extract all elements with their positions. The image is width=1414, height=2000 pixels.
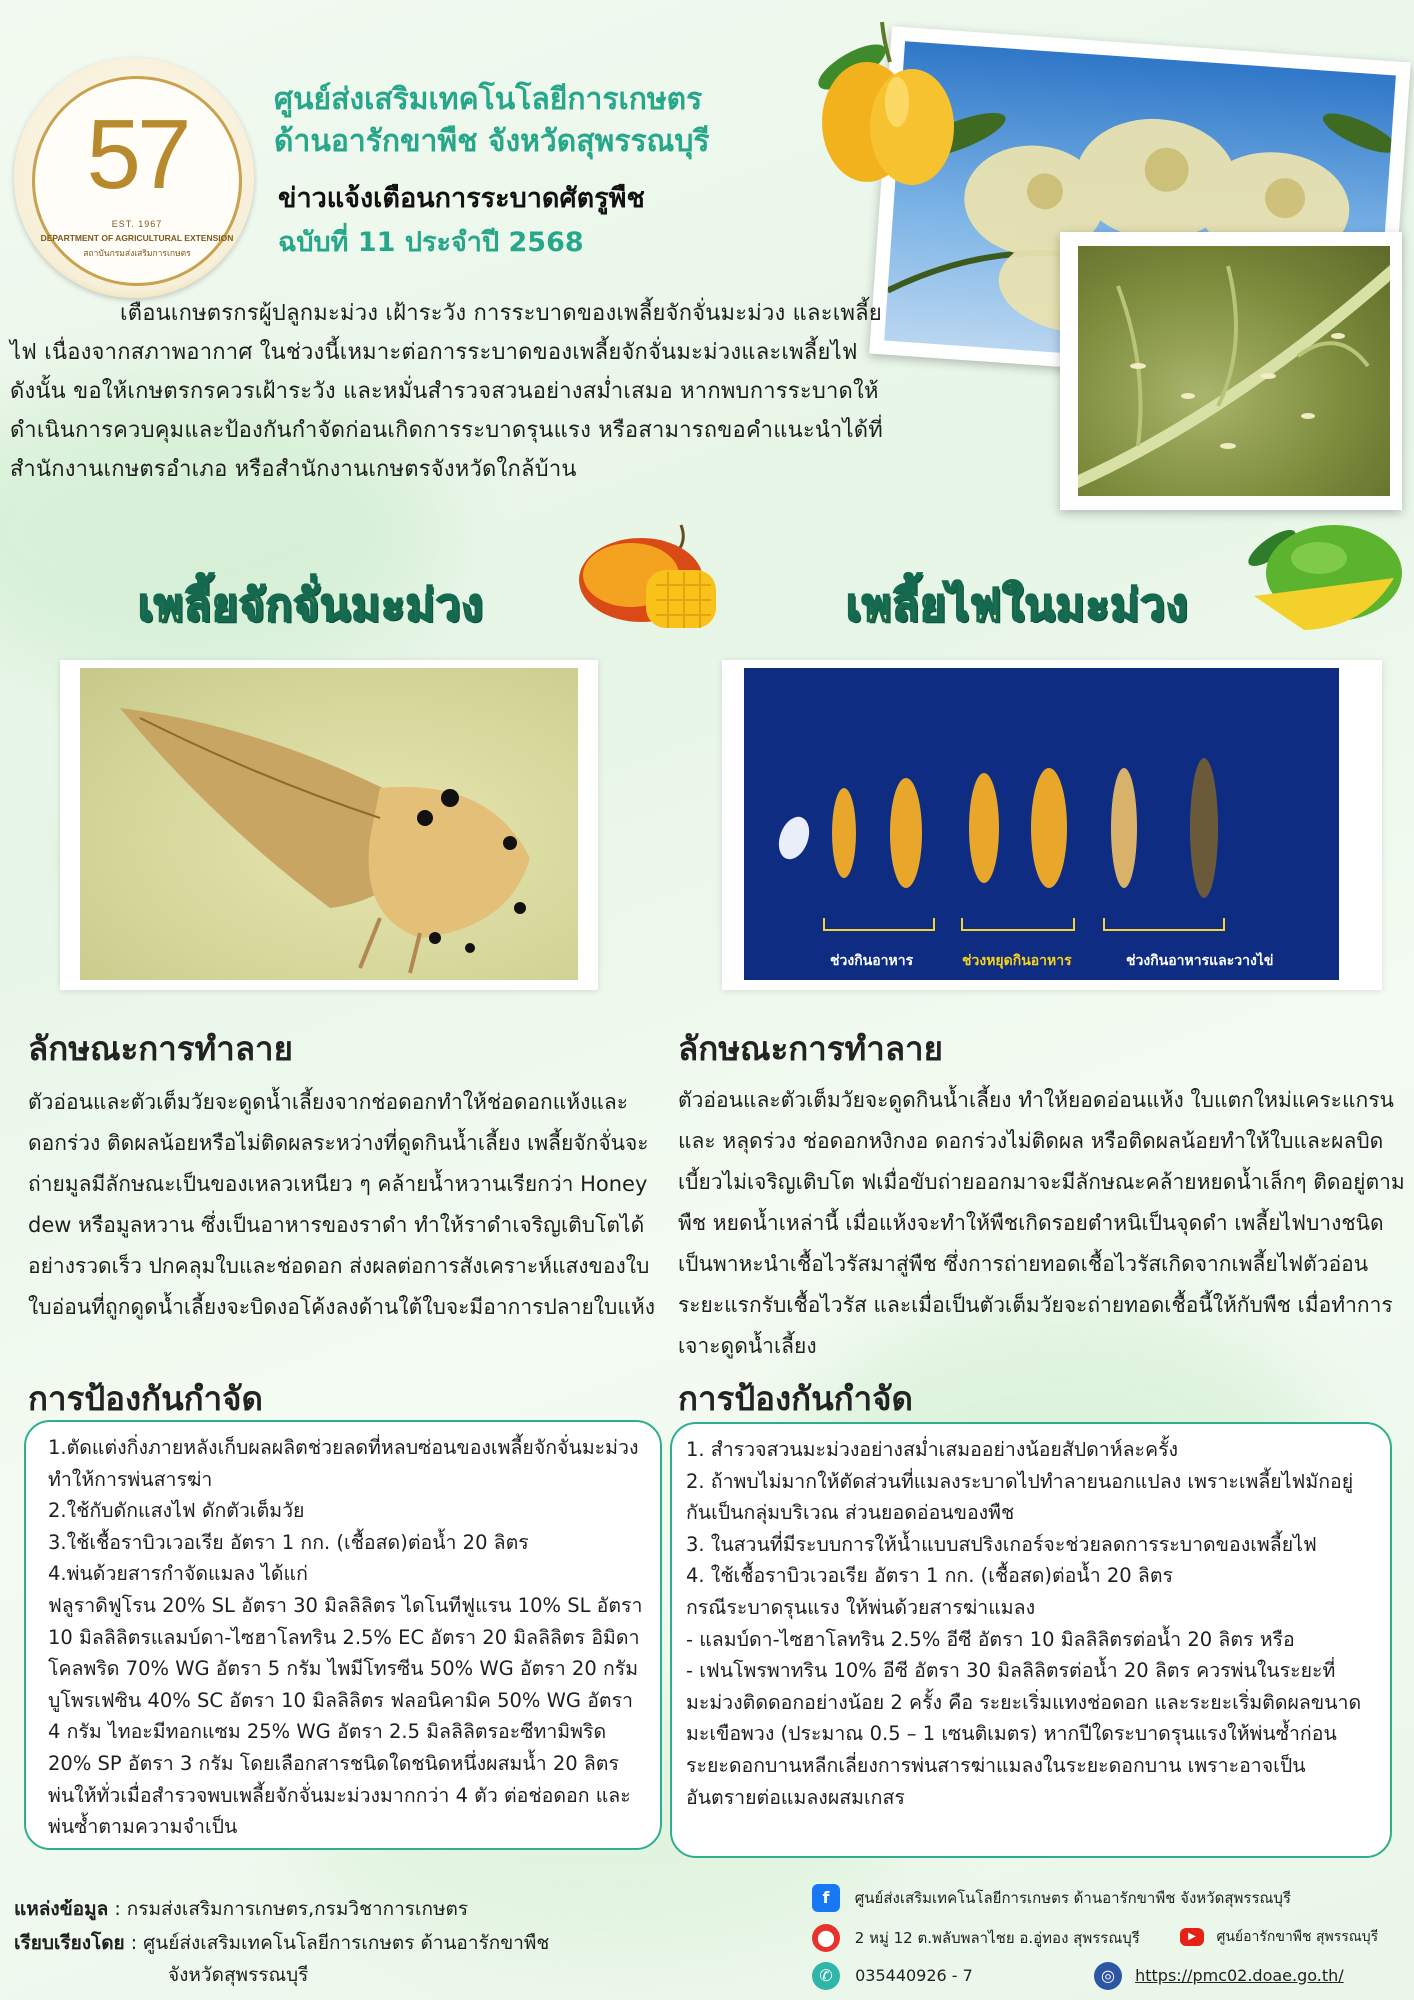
compiled-value-line2: จังหวัดสุพรรณบุรี xyxy=(168,1964,309,1986)
org-name-line1: ศูนย์ส่งเสริมเทคโนโลยีการเกษตร xyxy=(274,82,703,117)
thrips-on-leaf-photo xyxy=(1060,232,1402,510)
intro-text: เตือนเกษตรกรผู้ปลูกมะม่วง เฝ้าระวัง การระบาดของเพลี้ยจักจั่นมะม่วง และเพลี้ยไฟ เนื่องจากสภาพอากาศ ในช่วงนี้เหมาะต่อการระบาดของเพลี้ยจักจั่นมะม่วงและเพลี้ยไฟ ดังนั้น ขอให้เกษตรกรควรเฝ้าระวัง และหมั่นสำรวจสวนอย่างสม่ำเสมอ หากพบการระบาดให้ดำเนินการควบคุมและป้องกันกำจัดก่อนเกิดการระบาดรุนแรง หรือสามารถขอคำแนะนำได้ที่สำนักงานเกษตรอำเภอ หรือสำนักงานเกษตรจังหวัดใกล้บ้าน xyxy=(10,301,883,482)
facebook-contact[interactable] xyxy=(812,1884,1291,1912)
thrips-control-title: การป้องกันกำจัด xyxy=(678,1379,913,1418)
phone-icon: ✆ xyxy=(812,1962,840,1990)
leafhopper-illustration xyxy=(80,668,578,980)
leafhopper-heading: เพลี้ยจักจั่นมะม่วง xyxy=(138,580,484,631)
stage-label-feeding: ช่วงกินอาหาร xyxy=(830,953,914,969)
logo-est: EST. 1967 xyxy=(111,219,163,229)
youtube-contact[interactable] xyxy=(1180,1926,1378,1948)
bulletin-issue: ฉบับที่ 11 ประจำปี 2568 xyxy=(278,227,584,258)
youtube-text: ศูนย์อารักขาพืช สุพรรณบุรี xyxy=(1216,1929,1379,1945)
stage-label-non-feeding: ช่วงหยุดกินอาหาร xyxy=(962,953,1072,969)
department-logo xyxy=(14,58,254,298)
website-link[interactable]: https://pmc02.doae.go.th/ xyxy=(1135,1965,1344,1985)
location-pin-icon: ⬤ xyxy=(812,1924,840,1952)
thrips-damage-text: ตัวอ่อนและตัวเต็มวัยจะดูดกินน้ำเลี้ยง ทำให้ยอดอ่อนแห้ง ใบแตกใหม่แคระแกรนและ หลุดร่วง ช่อดอกหงิกงอ ดอกร่วงไม่ติดผล หรือติดผลน้อยทำให้ใบและผลบิดเบี้ยวไม่เจริญเติบโต ฟเมื่อขับถ่ายออกมาจะมีลักษณะคล้ายหยดน้ำเล็กๆ ติดอยู่ตามพืช หยดน้ำเหล่านี้ เมื่อแห้งจะทำให้พืชเกิดรอยตำหนิเป็นจุดดำ เพลี้ยไฟบางชนิดเป็นพาหะนำเชื้อไวรัสมาสู่พืช ซึ่งการถ่ายทอดเชื้อไวรัสเกิดจากเพลี้ยไฟตัวอ่อนระยะแรกรับเชื้อไวรัส และเมื่อเป็นตัวเต็มวัยจะถ่ายทอดเชื้อนี้ให้กับพืช เมื่อทำการเจาะดูดน้ำเลี้ยง xyxy=(678,1088,1405,1358)
leafhopper-control-box xyxy=(24,1420,662,1850)
phone-contact[interactable] xyxy=(812,1962,973,1990)
bulletin-subtitle: ข่าวแจ้งเตือนการระบาดศัตรูพืช xyxy=(278,183,645,214)
compiled-value: : ศูนย์ส่งเสริมเทคโนโลยีการเกษตร ด้านอารักขาพืช xyxy=(130,1932,550,1954)
website-contact[interactable] xyxy=(1094,1962,1344,1990)
intro-paragraph xyxy=(10,294,888,489)
thrips-lifecycle-photo xyxy=(722,660,1382,990)
logo-dept-th: สถาบันกรมส่งเสริมการเกษตร xyxy=(83,248,191,258)
leaf-illustration xyxy=(1078,246,1390,496)
source-line xyxy=(14,1894,468,1924)
thrips-control-text: 1. สำรวจสวนมะม่วงอย่างสม่ำเสมออย่างน้อยสัปดาห์ละครั้ง 2. ถ้าพบไม่มากให้ตัดส่วนที่แมลงระบาดไปทำลายนอกแปลง เพราะเพลี้ยไฟมักอยู่กันเป็นกลุ่มบริเวณ ส่วนยอดอ่อนของพืช 3. ในสวนที่มีระบบการให้น้ำแบบสปริงเกอร์จะช่วยลดการระบาดของเพลี้ยไฟ 4. ใช้เชื้อราบิวเวอเรีย อัตรา 1 กก. (เชื้อสด)ต่อน้ำ 20 ลิตร กรณีระบาดรุนแรง ให้พ่นด้วยสารฆ่าแมลง - แลมบ์ดา-ไซฮาโลทริน 2.5% อีซี อัตรา 10 มิลลิลิตรต่อน้ำ 20 ลิตร หรือ - เฟนโพรพาทริน 10% อีซี อัตรา 30 มิลลิลิตรต่อน้ำ 20 ลิตร ควรพ่นในระยะที่มะม่วงติดดอกอย่างน้อย 2 ครั้ง คือ ระยะเริ่มแทงช่อดอก และระยะเริ่มติดผลขนาดมะเขือพวง (ประมาณ 0.5 – 1 เซนติเมตร) หากปีใดระบาดรุนแรงให้พ่นซ้ำก่อนระยะดอกบานหลีกเลี่ยงการพ่นสารฆ่าแมลงในระยะดอกบาน เพราะอาจเป็นอันตรายต่อแมลงผสมเกสร xyxy=(686,1438,1362,1809)
leafhopper-damage-title: ลักษณะการทำลาย xyxy=(28,1029,293,1068)
leafhopper-control-text: 1.ตัดแต่งกิ่งภายหลังเก็บผลผลิตช่วยลดที่หลบซ่อนของเพลี้ยจักจั่นมะม่วง ทำให้การพ่นสารฆ่า 2.ใช้กับดักแสงไฟ ดักตัวเต็มวัย 3.ใช้เชื้อราบิวเวอเรีย อัตรา 1 กก. (เชื้อสด)ต่อน้ำ 20 ลิตร 4.พ่นด้วยสารกำจัดแมลง ได้แก่ ฟลูราดิฟูโรน 20% SL อัตรา 30 มิลลิลิตร ไดโนทีฟูแรน 10% SL อัตรา 10 มิลลิลิตรแลมบ์ดา-ไซฮาโลทริน 2.5% EC อัตรา 20 มิลลิลิตร อิมิดาโคลพริด 70% WG อัตรา 5 กรัม ไพมีโทรซีน 50% WG อัตรา 20 กรัมบูโพรเฟซิน 40% SC อัตรา 10 มิลลิลิตร ฟลอนิคามิค 50% WG อัตรา 4 กรัม ไทอะมีทอกแซม 25% WG อัตรา 2.5 มิลลิลิตรอะซีทามิพริด 20% SP อัตรา 3 กรัม โดยเลือกสารชนิดใดชนิดหนึ่งผสมน้ำ 20 ลิตร พ่นให้ทั่วเมื่อสำรวจพบเพลี้ยจักจั่นมะม่วงมากกว่า 4 ตัว ต่อช่อดอก และพ่นซ้ำตามความจำเป็น xyxy=(48,1436,643,1839)
logo-dept-en: DEPARTMENT OF AGRICULTURAL EXTENSION xyxy=(40,233,234,243)
source-label: แหล่งข้อมูล xyxy=(14,1898,109,1920)
leafhopper-control-title: การป้องกันกำจัด xyxy=(28,1379,263,1418)
facebook-text: ศูนย์ส่งเสริมเทคโนโลยีการเกษตร ด้านอารักขาพืช จังหวัดสุพรรณบุรี xyxy=(854,1888,1291,1907)
facebook-icon: f xyxy=(812,1884,840,1912)
org-name-line2: ด้านอารักขาพืช จังหวัดสุพรรณบุรี xyxy=(274,124,710,159)
leafhopper-photo xyxy=(60,660,598,990)
stage-label-feeding-laying: ช่วงกินอาหารและวางไข่ xyxy=(1126,953,1274,969)
logo-number: 57 xyxy=(86,99,188,209)
thrips-stages-illustration xyxy=(744,668,1339,980)
phone-text: 035440926 - 7 xyxy=(855,1965,973,1985)
source-value: : กรมส่งเสริมการเกษตร,กรมวิชาการเกษตร xyxy=(114,1898,469,1920)
address-contact xyxy=(812,1924,1140,1952)
address-text: 2 หมู่ 12 ต.พลับพลาไชย อ.อู่ทอง สุพรรณบุรี xyxy=(854,1928,1140,1947)
leafhopper-damage-text: ตัวอ่อนและตัวเต็มวัยจะดูดน้ำเลี้ยงจากช่อดอกทำให้ช่อดอกแห้งและดอกร่วง ติดผลน้อยหรือไม่ติดผลระหว่างที่ดูดกินน้ำเลี้ยง เพลี้ยจักจั่นจะถ่ายมูลมีลักษณะเป็นของเหลวเหนียว ๆ คล้ายน้ำหวานเรียกว่า Honey dew หรือมูลหวาน ซึ่งเป็นอาหารของราดำ ทำให้ราดำเจริญเติบโตได้อย่างรวดเร็ว ปกคลุมใบและช่อดอก ส่งผลต่อการสังเคราะห์แสงของใบ ใบอ่อนที่ถูกดูดน้ำเลี้ยงจะบิดงอโค้งลงด้านใต้ใบจะมีอาการปลายใบแห้ง xyxy=(28,1090,655,1319)
compiled-line xyxy=(14,1928,549,1958)
compiled-label: เรียบเรียงโดย xyxy=(14,1932,125,1954)
thrips-control-box xyxy=(670,1422,1392,1858)
mango-cut-icon xyxy=(576,520,722,634)
youtube-icon: ▶ xyxy=(1180,1928,1204,1946)
mango-fruit-icon xyxy=(812,22,962,197)
green-mango-icon xyxy=(1244,518,1404,636)
globe-icon: ◎ xyxy=(1094,1962,1122,1990)
thrips-damage-title: ลักษณะการทำลาย xyxy=(678,1029,943,1068)
thrips-heading: เพลี้ยไฟในมะม่วง xyxy=(846,580,1189,631)
